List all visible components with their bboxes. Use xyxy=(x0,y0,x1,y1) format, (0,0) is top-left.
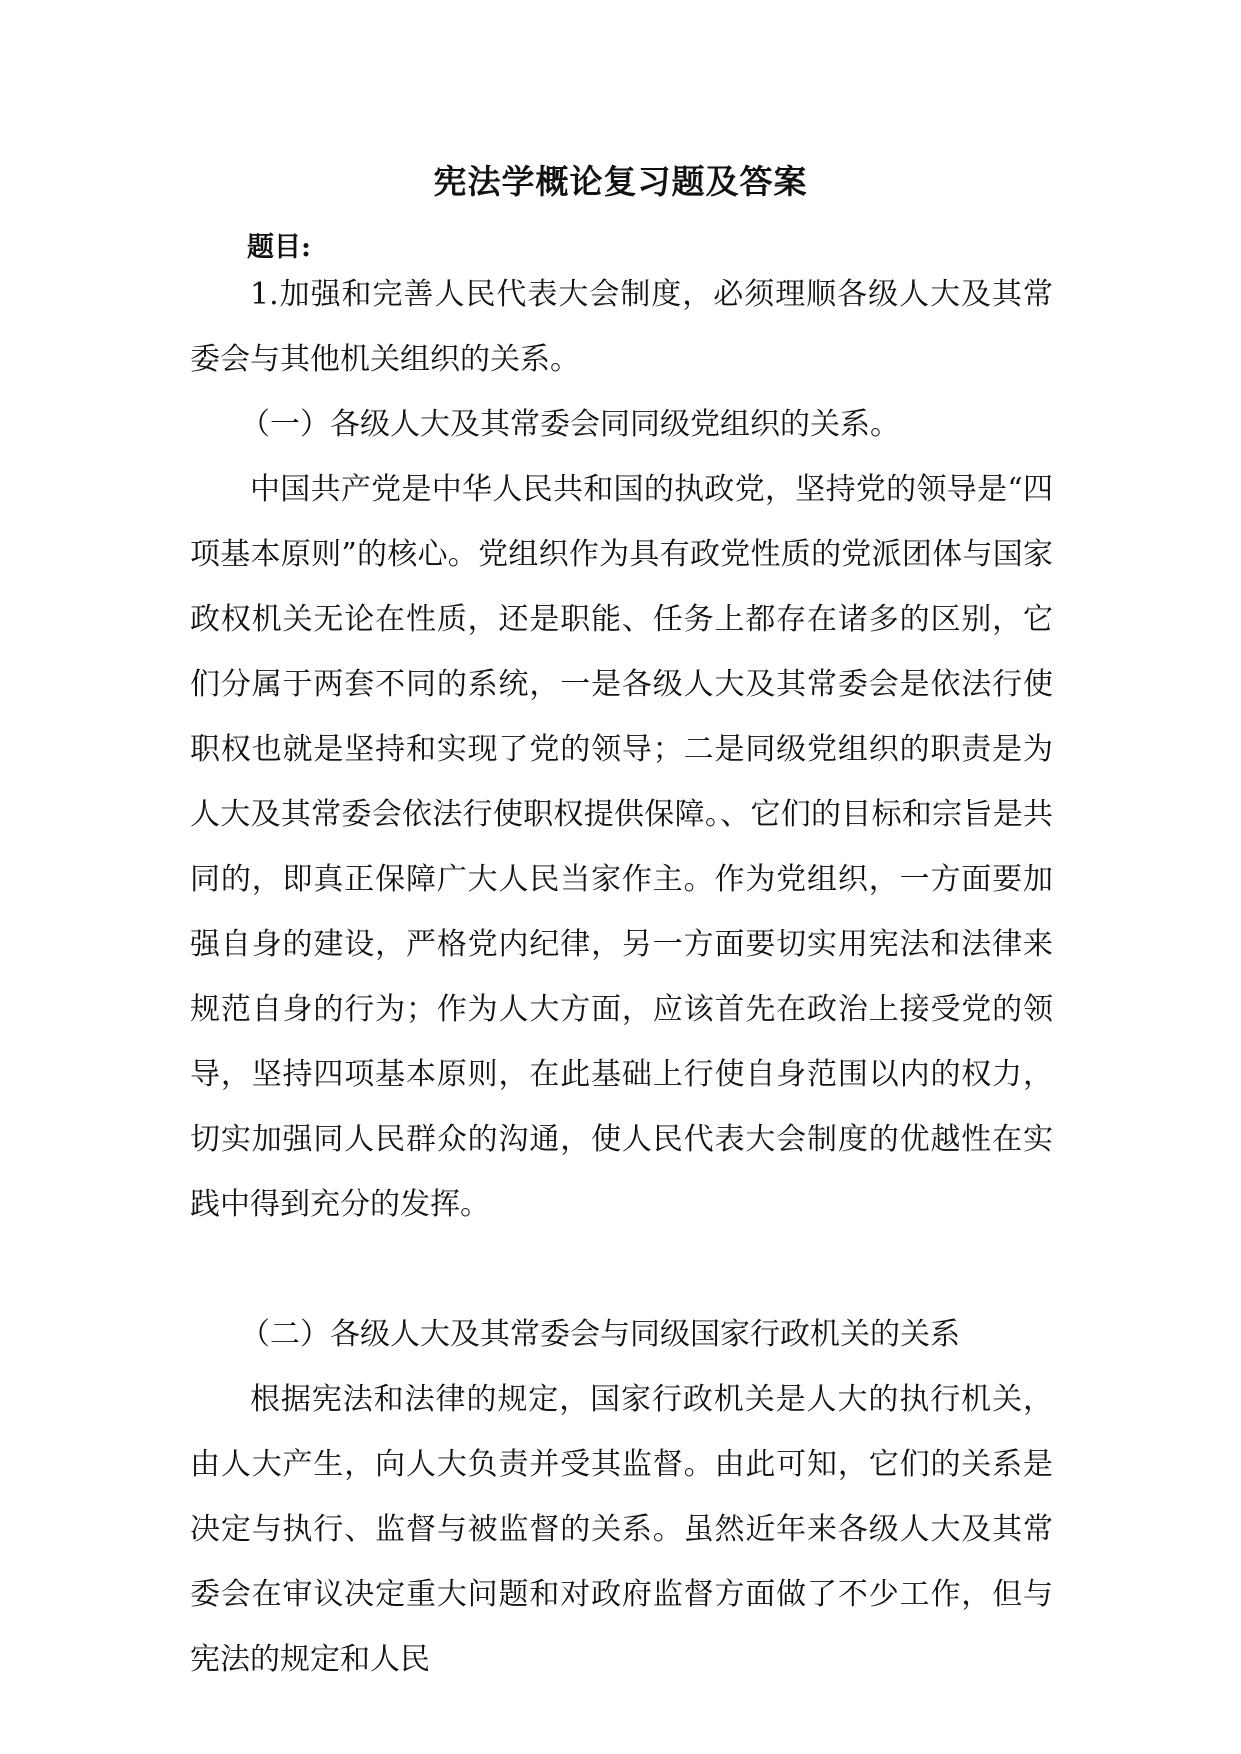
document-body xyxy=(190,262,1053,1692)
section-label-questions: 题目: xyxy=(247,232,311,263)
paragraph-question-1: 1.加强和完善人民代表大会制度，必须理顺各级人大及其常委会与其他机关组织的关系。 xyxy=(190,277,1053,377)
paragraph-subheading-1: （一）各级人大及其常委会同同级党组织的关系。 xyxy=(240,407,900,442)
paragraph-body-1: 中国共产党是中华人民共和国的执政党，坚持党的领导是“四项基本原则”的核心。党组织作为具有政党性质的党派团体与国家政权机关无论在性质，还是职能、任务上都存在诸多的区别，它们分属于两套不同的系统，一是各级人大及其常委会是依法行使职权也就是坚持和实现了党的领导；二是同级党组织的职责是为人大及其常委会依法行使职权提供保障。、它们的目标和宗旨是共同的，即真正保障广大人民当家作主。作为党组织，一方面要加强自身的建设，严格党内纪律，另一方面要切实用宪法和法律来规范自身的行为；作为人大方面，应该首先在政治上接受党的领导，坚持四项基本原则，在此基础上行使自身范围以内的权力，切实加强同人民群众的沟通，使人民代表大会制度的优越性在实践中得到充分的发挥。 xyxy=(190,472,1053,1222)
paragraph-subheading-2: （二）各级人大及其常委会与同级国家行政机关的关系 xyxy=(240,1317,960,1352)
paragraph-body-2: 根据宪法和法律的规定，国家行政机关是人大的执行机关，由人大产生，向人大负责并受其监督。由此可知，它们的关系是决定与执行、监督与被监督的关系。虽然近年来各级人大及其常委会在审议决定重大问题和对政府监督方面做了不少工作，但与宪法的规定和人民 xyxy=(190,1382,1053,1677)
document-title: 宪法学概论复习题及答案 xyxy=(433,162,808,201)
paragraph-spacer xyxy=(190,1237,1053,1302)
